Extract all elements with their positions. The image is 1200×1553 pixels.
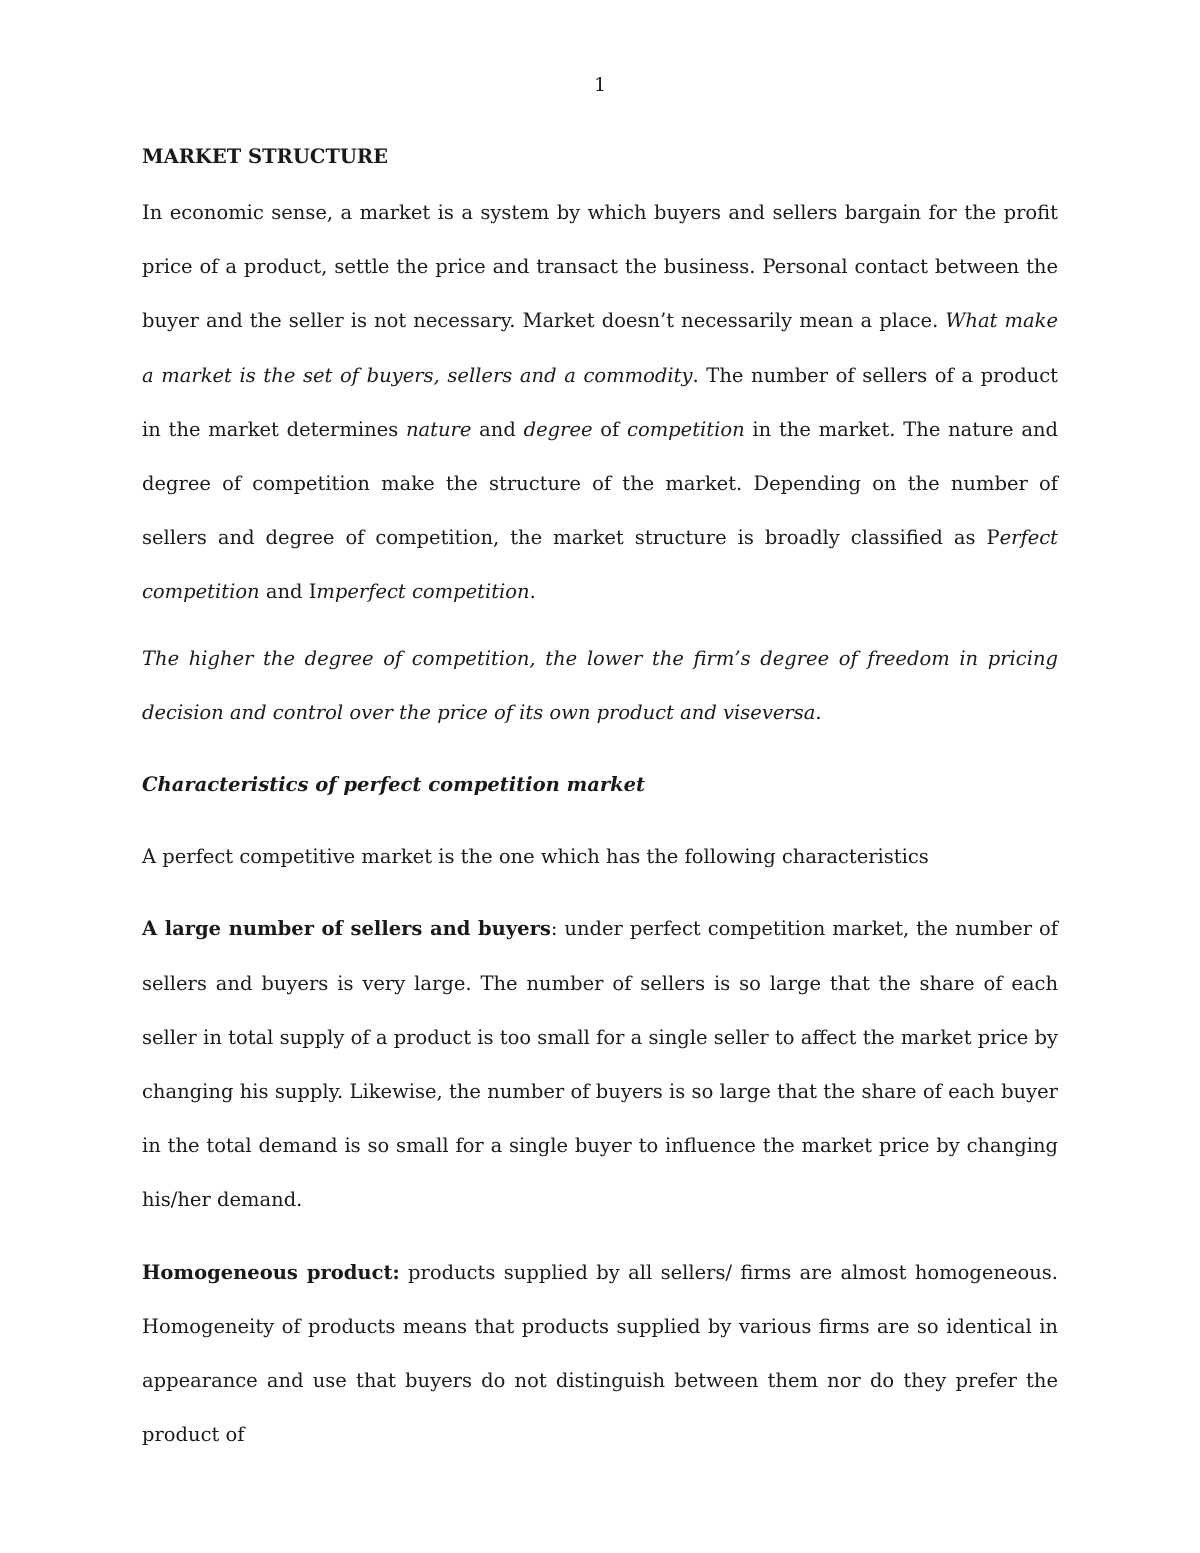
section-subheading: Characteristics of perfect competition market — [142, 773, 646, 797]
characteristic-paragraph — [142, 1246, 1058, 1463]
intro-text-3: and — [471, 417, 524, 441]
intro-italic-competition: competition — [627, 417, 745, 441]
document-body — [142, 140, 1058, 1462]
intro-text-6: and I — [259, 580, 317, 604]
intro-paragraph — [142, 186, 1058, 620]
page-number: 1 — [593, 74, 607, 96]
lead-sentence: A perfect competitive market is the one which has the following characteristics — [142, 845, 929, 869]
intro-italic-degree: degree — [523, 417, 593, 441]
intro-italic-nature: nature — [405, 417, 472, 441]
emphasis-quote — [142, 632, 1058, 740]
characteristic-text: products supplied by all sellers/ firms are almost homogeneous. Homogeneity of products means that products supplied by various firms are so identical in appearance and use that buyers do not distinguish between them nor do they prefer the product of — [142, 1260, 1059, 1447]
characteristic-term: Homogeneous product: — [142, 1260, 400, 1284]
intro-text-2: . The number of sellers of a product in the market determines — [142, 363, 1058, 441]
intro-text-4: of — [592, 417, 628, 441]
characteristic-text: : under perfect competition market, the number of sellers and buyers is very large. The number of sellers is so large that the share of each seller in total supply of a product is too small for a single seller to affect the market price by changing his supply. Likewise, the number of buyers is so large that the share of each buyer in the total demand is so small for a single buyer to influence the market price by changing his/her demand. — [142, 917, 1058, 1212]
intro-text-7: . — [529, 580, 536, 604]
intro-text-1: In economic sense, a market is a system by which buyers and sellers bargain for the profit price of a product, settle the price and transact the business. Personal contact between the buyer and the seller is not necessary. Market doesn’t necessarily mean a place. — [142, 201, 1058, 333]
intro-italic-perfect-competition: erfect competition — [142, 526, 1058, 604]
document-title: MARKET STRUCTURE — [142, 145, 388, 168]
emphasis-quote-text: The higher the degree of competition, the lower the firm’s degree of freedom in pricing decision and control over the price of its own product and viseversa. — [142, 646, 1058, 724]
intro-italic-imperfect-competition: mperfect competition — [316, 580, 530, 604]
intro-text-5: in the market. The nature and degree of competition make the structure of the market. Depending on the number of sellers and degree of competition, the market structure is broadly classified as P — [142, 417, 1058, 550]
characteristic-paragraph — [142, 902, 1058, 1227]
characteristic-term: A large number of sellers and buyers — [142, 917, 551, 941]
intro-italic-market-definition: What make a market is the set of buyers, sellers and a commodity — [142, 309, 1058, 387]
